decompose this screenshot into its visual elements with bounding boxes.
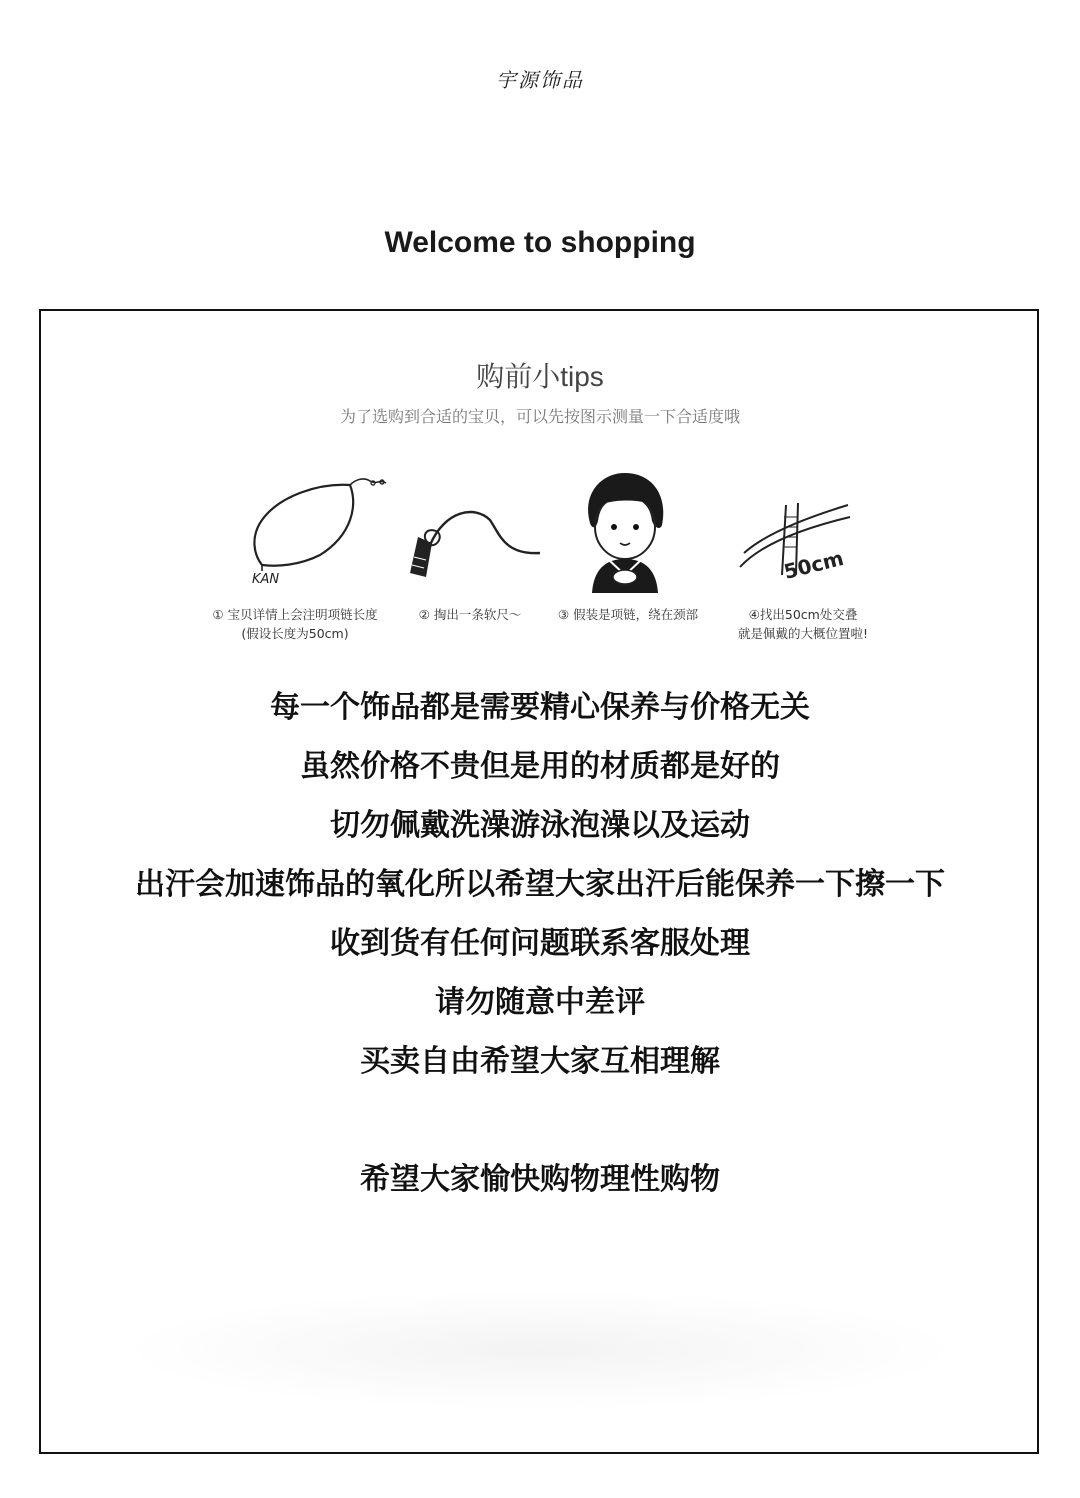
note-line: 请勿随意中差评 [435,985,645,1020]
closing-message: 希望大家愉快购物理性购物 [360,1162,720,1197]
tape-overlap-50cm-icon [730,465,860,595]
person-wearing-tape-icon [570,465,680,595]
brand-name: 宇源饰品 [496,68,584,92]
tape-measure-icon [390,465,560,595]
step-4-caption: ④找出50cm处交叠 就是佩戴的大概位置啦! [737,607,868,641]
necklace-icon [240,465,400,595]
step-1-caption: ① 宝贝详情上会注明项链长度 (假设长度为50cm) [212,607,378,641]
care-notes [0,678,1080,1091]
note-line: 买卖自由希望大家互相理解 [360,1044,720,1079]
background-fade [120,1290,960,1410]
note-line: 切勿佩戴洗澡游泳泡澡以及运动 [330,808,750,843]
necklace-pendant-text: KAN [252,572,280,587]
note-line: 出汗会加速饰品的氧化所以希望大家出汗后能保养一下擦一下 [135,867,945,902]
note-line: 收到货有任何问题联系客服处理 [330,926,750,961]
step-2-caption: ② 掏出一条软尺～ [418,607,522,622]
step-3-caption: ③ 假装是项链，绕在颈部 [557,607,699,622]
tips-subtitle: 为了选购到合适的宝贝，可以先按图示测量一下合适度哦 [339,407,740,426]
note-line: 每一个饰品都是需要精心保养与价格无关 [270,690,810,725]
welcome-heading: Welcome to shopping [384,226,696,259]
tips-title: 购前小tips [476,361,604,392]
note-line: 虽然价格不贵但是用的材质都是好的 [300,749,780,784]
fifty-cm-mark-text: 50cm [781,545,846,584]
